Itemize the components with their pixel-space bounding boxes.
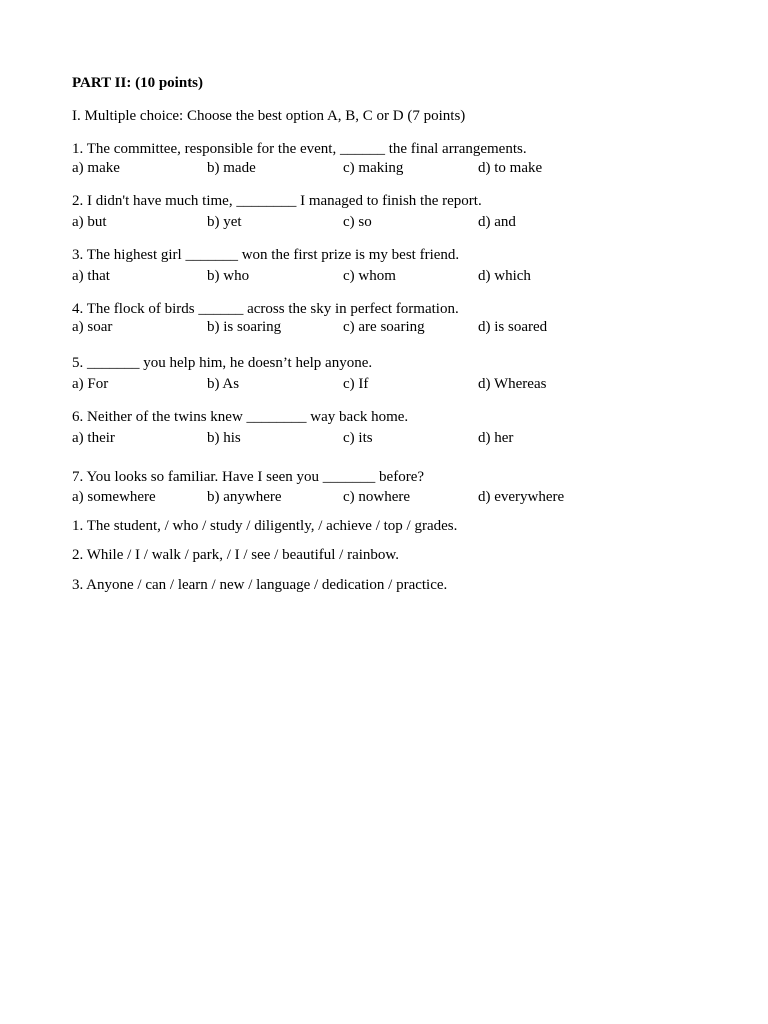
question-5-option-a: a) For bbox=[72, 376, 109, 392]
question-1-option-c: c) making bbox=[343, 160, 404, 176]
question-1-option-d: d) to make bbox=[478, 160, 543, 176]
question-5-option-c: c) If bbox=[343, 376, 369, 392]
question-7-option-c: c) nowhere bbox=[343, 489, 411, 505]
question-4-option-a: a) soar bbox=[72, 319, 113, 335]
question-2-option-d: d) and bbox=[478, 214, 516, 230]
question-2-option-c: c) so bbox=[343, 214, 372, 230]
question-6-option-a: a) their bbox=[72, 430, 115, 446]
question-4-option-d: d) is soared bbox=[478, 319, 548, 335]
question-5-option-d: d) Whereas bbox=[478, 376, 547, 392]
question-7-option-b: b) anywhere bbox=[207, 489, 282, 505]
question-3-text: 3. The highest girl _______ won the first prize is my best friend. bbox=[72, 247, 460, 263]
question-7-text: 7. You looks so familiar. Have I seen you _______ before? bbox=[72, 469, 425, 485]
question-5-option-b: b) As bbox=[207, 376, 240, 392]
question-6-text: 6. Neither of the twins knew ________ way back home. bbox=[72, 409, 409, 425]
question-2-text: 2. I didn't have much time, ________ I managed to finish the report. bbox=[72, 193, 482, 209]
question-1-text: 1. The committee, responsible for the event, ______ the final arrangements. bbox=[72, 141, 527, 157]
section-title: I. Multiple choice: Choose the best option A, B, C or D (7 points) bbox=[72, 108, 466, 124]
question-4-text: 4. The flock of birds ______ across the sky in perfect formation. bbox=[72, 301, 459, 317]
question-1-option-b: b) made bbox=[207, 160, 256, 176]
question-2-option-a: a) but bbox=[72, 214, 107, 230]
question-5-text: 5. _______ you help him, he doesn’t help anyone. bbox=[72, 355, 373, 371]
sentence-2: 2. While / I / walk / park, / I / see / beautiful / rainbow. bbox=[72, 547, 399, 563]
question-1-option-a: a) make bbox=[72, 160, 120, 176]
question-4-option-b: b) is soaring bbox=[207, 319, 282, 335]
question-3-option-d: d) which bbox=[478, 268, 531, 284]
question-2-option-b: b) yet bbox=[207, 214, 242, 230]
question-3-option-b: b) who bbox=[207, 268, 250, 284]
question-3-option-a: a) that bbox=[72, 268, 110, 284]
sentence-1: 1. The student, / who / study / diligently, / achieve / top / grades. bbox=[72, 518, 458, 534]
question-4-option-c: c) are soaring bbox=[343, 319, 425, 335]
question-6-option-d: d) her bbox=[478, 430, 514, 446]
part-title: PART II: (10 points) bbox=[72, 75, 204, 91]
question-7-option-a: a) somewhere bbox=[72, 489, 156, 505]
question-7-option-d: d) everywhere bbox=[478, 489, 565, 505]
question-6-option-c: c) its bbox=[343, 430, 373, 446]
question-6-option-b: b) his bbox=[207, 430, 241, 446]
question-3-option-c: c) whom bbox=[343, 268, 396, 284]
sentence-3: 3. Anyone / can / learn / new / language / dedication / practice. bbox=[72, 577, 448, 593]
